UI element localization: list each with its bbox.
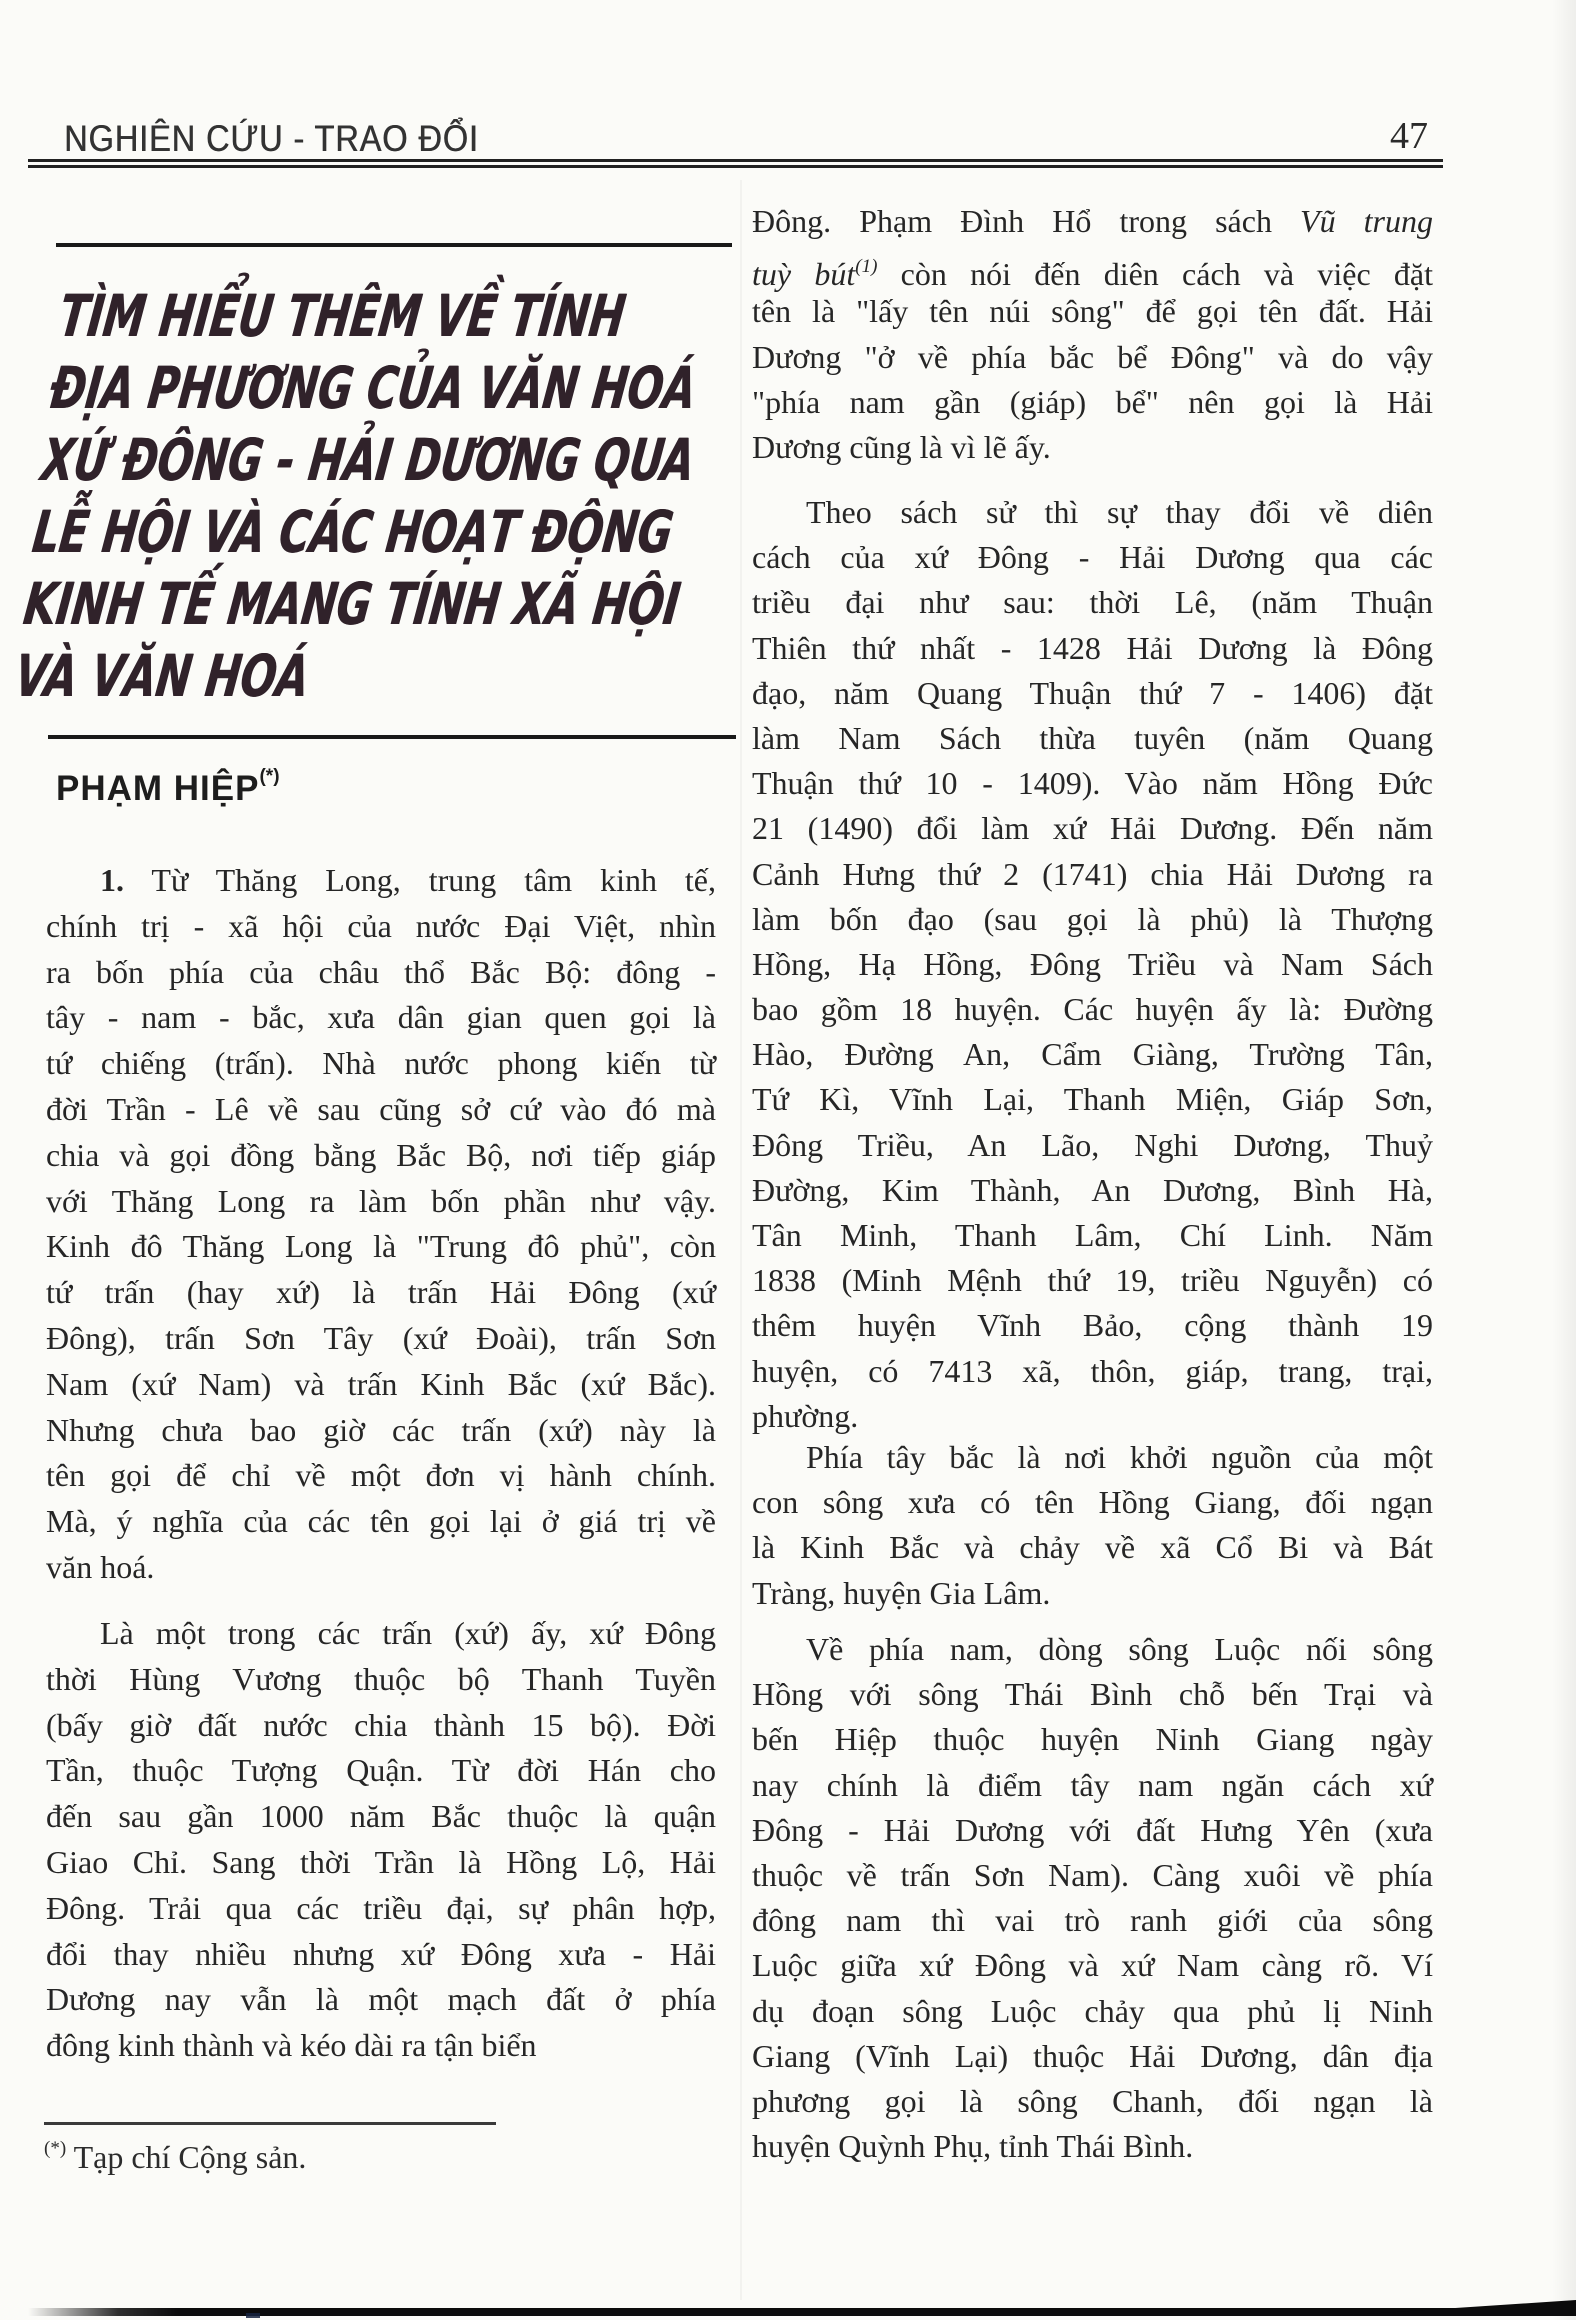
text-line: Tần, thuộc Tượng Quận. Từ đời Hán cho [46,1752,716,1789]
text-line: (bấy giờ đất nước chia thành 15 bộ). Đời [46,1706,716,1743]
running-head: NGHIÊN CỨU - TRAO ĐỔI [64,118,479,159]
author-name: PHẠM HIỆP [56,769,260,808]
text-line: Tràng, huyện Gia Lâm. [752,1574,1051,1611]
footnote-mark: (*) [44,2138,67,2159]
text-line: huyện, có 7413 xã, thôn, giáp, trang, trại, [752,1352,1433,1389]
text-line: Đông), trấn Sơn Tây (xứ Đoài), trấn Sơn [46,1319,716,1356]
scan-gutter-crease [740,180,742,2300]
text-line: Phía tây bắc là nơi khởi nguồn của một [806,1439,1433,1475]
text-line: bến Hiệp thuộc huyện Ninh Giang ngày [752,1721,1433,1758]
text-line: TÌM HIỂU THÊM VỀ TÍNH [55,282,629,350]
text-line: với Thăng Long ra làm bốn phần như vậy. [46,1182,716,1219]
text-line: Hào, Đường An, Cẩm Giàng, Trường Tân, [752,1036,1433,1073]
header-double-rule [28,159,1443,168]
author-byline [56,766,280,809]
text-line: Mà, ý nghĩa của các tên gọi lại ở giá trị về [46,1503,716,1540]
text-line: Thiên thứ nhất - 1428 Hải Dương là Đông [752,629,1433,666]
text-line: Kinh đô Thăng Long là "Trung đô phủ", còn [46,1228,716,1265]
text-line: Đông Triều, An Lão, Nghi Dương, Thuỷ [752,1126,1433,1163]
text-line: tứ trấn (hay xứ) là trấn Hải Đông (xứ [46,1274,716,1311]
text-line: KINH TẾ MANG TÍNH XÃ HỘI [20,570,684,638]
text-line: Theo sách sử thì sự thay đổi về diên [806,494,1433,530]
right-column-paragraph-1 [752,199,1433,470]
text-line: làm Nam Sách thừa tuyên (năm Quang [752,719,1433,756]
text-line: chính trị - xã hội của nước Đại Việt, nhìn [46,907,716,944]
text-line: Dương nay vẫn là một mạch đất ở phía [46,1981,716,2018]
article-title [11,280,764,712]
left-column-paragraph-2 [46,1611,716,2069]
text-line: Thuận thứ 10 - 1409). Vào năm Hồng Đức [752,765,1433,802]
footnote-rule [44,2122,496,2125]
text-line: nay chính là điểm tây nam ngăn cách xứ [752,1766,1433,1803]
left-column-paragraph-1 [46,858,716,1591]
text-line: tên là "lấy tên núi sông" để gọi tên đất. Hải [752,293,1433,330]
text-line: Về phía nam, dòng sông Luộc nối sông [806,1631,1433,1667]
text-line: Cảnh Hưng thứ 2 (1741) chia Hải Dương ra [752,855,1433,892]
text-line: LỄ HỘI VÀ CÁC HOẠT ĐỘNG [28,498,677,566]
text-line: triều đại như sau: thời Lê, (năm Thuận [752,584,1433,621]
text-line: đông kinh thành và kéo dài ra tận biển [46,2027,537,2064]
title-rule-top [56,243,732,247]
text-line: ĐỊA PHƯƠNG CỦA VĂN HOÁ [46,354,700,422]
text-line: Hồng, Hạ Hồng, Đông Triều và Nam Sách [752,945,1433,982]
text-line: Tứ Kì, Vĩnh Lại, Thanh Miện, Giáp Sơn, [752,1081,1433,1118]
title-rule-bottom [48,735,736,739]
text-line: tuỳ bút$^{(1)}$ còn nói đến diên cách và việc đặt [752,256,1434,293]
footnote [44,2138,704,2176]
text-line: XỨ ĐÔNG - HẢI DƯƠNG QUA [37,426,699,494]
scan-speck [246,2313,260,2318]
text-line: Nhưng chưa bao giờ các trấn (xứ) này là [46,1411,716,1448]
scan-edge-shading [1552,0,1576,2320]
page-number: 47 [1390,115,1428,157]
text-line: ra bốn phía của châu thổ Bắc Bộ: đông - [46,953,716,990]
text-line: phương gọi là sông Chanh, đối ngạn là [752,2082,1433,2119]
text-line: 21 (1490) đổi làm xứ Hải Dương. Đến năm [752,810,1433,847]
scan-bottom-edge-bar [28,2308,1576,2316]
text-line: tứ chiếng (trấn). Nhà nước phong kiến từ [46,1045,716,1082]
text-line: chia và gọi đồng bằng Bắc Bộ, nơi tiếp giáp [46,1136,716,1173]
text-line: tên gọi để chỉ về một đơn vị hành chính. [46,1457,716,1494]
text-line: đổi thay nhiều nhưng xứ Đông xưa - Hải [46,1935,716,1972]
text-line: Dương "ở về phía bắc bể Đông" và do vậy [752,338,1433,375]
text-line: văn hoá. [46,1548,155,1585]
text-line: Đường, Kim Thành, An Dương, Bình Hà, [752,1171,1433,1208]
text-line: đạo, năm Quang Thuận thứ 7 - 1406) đặt [752,674,1433,711]
text-line: làm bốn đạo (sau gọi là phủ) là Thượng [752,900,1433,937]
text-line: Giang (Vĩnh Lại) thuộc Hải Dương, dân địa [752,2037,1433,2074]
text-line: con sông xưa có tên Hồng Giang, đối ngạn [752,1484,1433,1521]
text-line: "phía nam gần (giáp) bể" nên gọi là Hải [752,383,1433,420]
text-line: dụ đoạn sông Luộc chảy qua phủ lị Ninh [752,1992,1433,2029]
text-line: thuộc về trấn Sơn Nam). Càng xuôi về phía [752,1856,1433,1893]
text-line: thời Hùng Vương thuộc bộ Thanh Tuyền [46,1660,716,1697]
text-line: huyện Quỳnh Phụ, tỉnh Thái Bình. [752,2128,1194,2165]
text-line: cách của xứ Đông - Hải Dương qua các [752,539,1433,576]
text-line: 1838 (Minh Mệnh thứ 19, triều Nguyễn) có [752,1262,1433,1299]
text-line: VÀ VĂN HOÁ [11,642,313,710]
text-line: thêm huyện Vĩnh Bảo, cộng thành 19 [752,1307,1433,1344]
text-line: tây - nam - bắc, xưa dân gian quen gọi là [46,999,716,1036]
text-line: bao gồm 18 huyện. Các huyện ấy là: Đường [752,991,1433,1028]
footnote-text: Tạp chí Cộng sản. [73,2139,307,2175]
text-line: đời Trần - Lê về sau cũng sở cứ vào đó mà [46,1090,716,1127]
right-column-paragraph-4 [752,1627,1433,2169]
author-note-mark: (*) [259,766,280,787]
text-line: Đông. Phạm Đình Hổ trong sách Vũ trung [752,203,1434,239]
text-line: đến sau gần 1000 năm Bắc thuộc là quận [46,1798,716,1835]
text-line: Giao Chỉ. Sang thời Trần là Hồng Lộ, Hải [46,1843,716,1880]
right-column-paragraph-2 [752,490,1433,1439]
text-line: phường. [752,1397,859,1434]
text-line: là Kinh Bắc và chảy về xã Cổ Bi và Bát [752,1529,1433,1566]
text-line: Luộc giữa xứ Đông và xứ Nam càng rõ. Ví [752,1947,1433,1984]
text-line: Hồng với sông Thái Bình chỗ bến Trại và [752,1676,1433,1713]
text-line: 1. Từ Thăng Long, trung tâm kinh tế, [100,862,716,898]
right-column-paragraph-3 [752,1435,1433,1616]
text-line: Đông. Trải qua các triều đại, sự phân hợp, [46,1889,716,1926]
text-line: Nam (xứ Nam) và trấn Kinh Bắc (xứ Bắc). [46,1365,716,1402]
text-line: Tân Minh, Thanh Lâm, Chí Linh. Năm [752,1217,1433,1253]
text-line: Dương cũng là vì lẽ ấy. [752,428,1051,465]
text-line: Là một trong các trấn (xứ) ấy, xứ Đông [100,1615,716,1651]
text-line: đông nam thì vai trò ranh giới của sông [752,1902,1433,1939]
text-line: Đông - Hải Dương với đất Hưng Yên (xưa [752,1811,1433,1848]
